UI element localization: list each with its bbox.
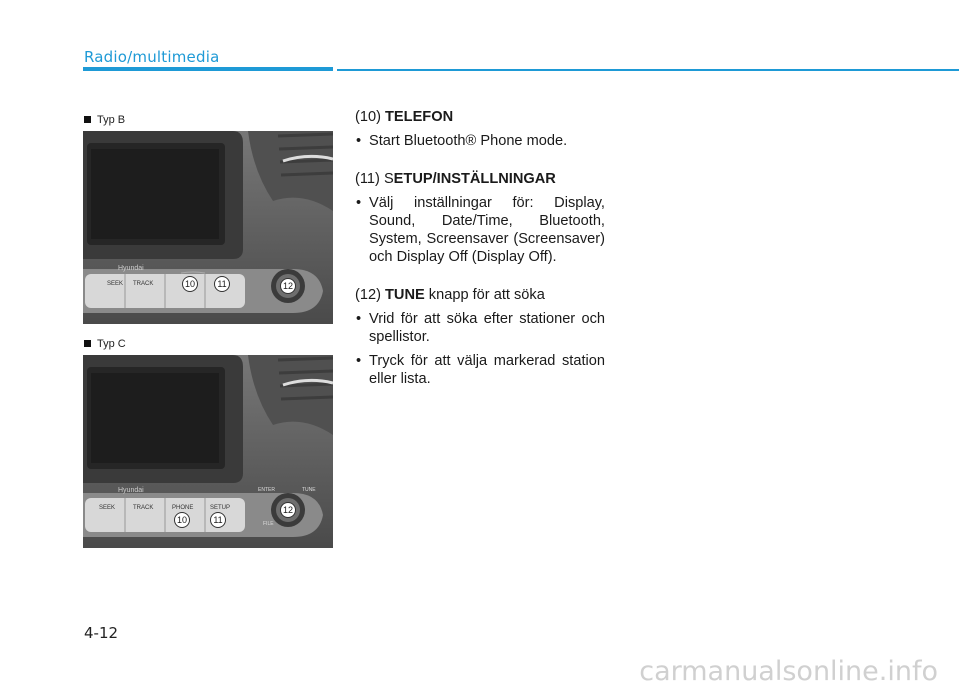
enter-label: ENTER <box>258 487 275 493</box>
callout-10: 10 <box>174 512 190 528</box>
item-10-bullet: • Start Bluetooth® Phone mode. <box>355 132 605 150</box>
seek-button-label: SEEK <box>99 505 116 511</box>
brand-label: Hyundai <box>118 265 144 272</box>
callout-10: 10 <box>182 276 198 292</box>
tune-label: TUNE <box>302 487 316 493</box>
track-button-label: TRACK <box>133 281 154 287</box>
item-10-heading: (10) TELEFON <box>355 109 454 125</box>
page-number: 4-12 <box>84 624 119 642</box>
figure-label-typ-c: Typ C <box>84 338 126 350</box>
item-11-bullet: • Välj inställningar för: Display, Sound, Date/Time, Bluetooth, System, Screensaver (Screensaver) och Display Off (Display Off). <box>355 194 605 266</box>
item-12-heading: (12) TUNE knapp för att söka <box>355 287 545 303</box>
file-label: FILE <box>263 521 274 527</box>
watermark: carmanualsonline.info <box>639 656 938 687</box>
square-bullet-icon <box>84 116 91 123</box>
phone-button-label: PHONE <box>172 505 194 511</box>
header-rule-thick <box>83 67 333 71</box>
setup-button-label: SETUP <box>210 505 231 511</box>
figure-label-typ-b: Typ B <box>84 114 125 126</box>
item-11-heading: (11) SETUP/INSTÄLLNINGAR <box>355 171 556 187</box>
callout-12: 12 <box>280 278 296 294</box>
callout-12: 12 <box>280 502 296 518</box>
brand-label: Hyundai <box>118 487 144 494</box>
seek-button-label: SEEK <box>107 281 124 287</box>
text-column <box>355 108 605 388</box>
callout-11: 11 <box>210 512 226 528</box>
track-button-label: TRACK <box>133 505 154 511</box>
callout-11: 11 <box>214 276 230 292</box>
header-rule-thin <box>337 69 959 71</box>
square-bullet-icon <box>84 340 91 347</box>
figure-typ-b <box>83 131 333 324</box>
item-12-bullet-1: • Vrid för att söka efter stationer och spellistor. <box>355 310 605 346</box>
section-title: Radio/multimedia <box>84 48 220 66</box>
item-12-bullet-2: • Tryck för att välja markerad station eller lista. <box>355 352 605 388</box>
figure-typ-c <box>83 355 333 548</box>
